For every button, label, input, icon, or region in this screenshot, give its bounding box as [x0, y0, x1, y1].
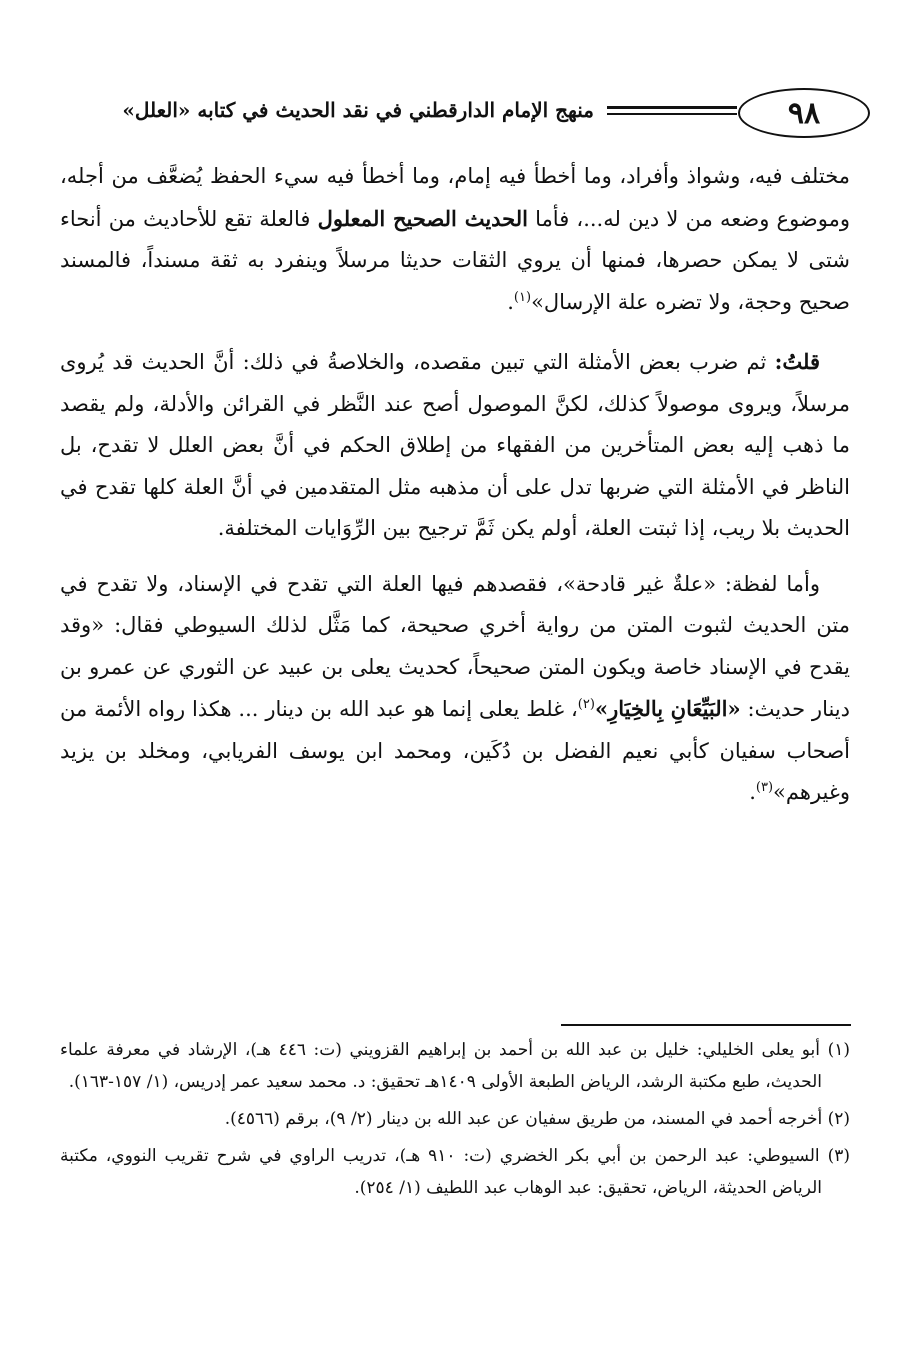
paragraph-3-text-b: ، غلط يعلى إنما هو عبد الله بن دينار ... هكذا رواه الأئمة من أصحاب سفيان كأبي نعيم الفضل بن دُكَين، ومحمد ابن يوسف الفريابي، ومخلد بن يزيد وغيرهم» — [60, 697, 850, 804]
header-double-rule — [607, 106, 737, 118]
footnote-ref-3[interactable]: (٣) — [755, 780, 774, 795]
footnote-1: (١) أبو يعلى الخليلي: خليل بن عبد الله بن أحمد بن إبراهيم القزويني (ت: ٤٤٦ هـ)، الإرشاد في معرفة علماء الحديث، طبع مكتبة الرشد، الرياض الطبعة الأولى ١٤٠٩هـ تحقيق: د. محمد سعيد عمر إدريس، (١/ ١٥٧-١٦٣). — [60, 1040, 850, 1092]
footnote-separator — [561, 1024, 851, 1026]
paragraph-2-lead: قلتُ: — [774, 349, 820, 374]
page-number: ٩٨ — [738, 88, 870, 138]
paragraph-2-text: ثم ضرب بعض الأمثلة التي تبين مقصده، والخلاصةُ في ذلك: أنَّ الحديث قد يُروى مرسلاً، ويروى موصولاً كذلك، لكنَّ الموصول أصح عند النَّظر في القرائن والأدلة، ولم يقصد ما ذهب إليه بعض المتأخرين من الفقهاء من إطلاق الحكم في أنَّ بعض العلل لا تقدح، بل الناظر في الأمثلة التي ضربها تدل على أن مذهبه مثل المتقدمين في أنَّ العلة كلها تقدح في الحديث بلا ريب، إذا ثبتت العلة، أولم يكن ثَمَّ ترجيح بين الرِّوَايات المختلفة. — [60, 350, 850, 540]
paragraph-2 — [60, 341, 850, 550]
paragraph-3-text-a: وأما لفظة: «علةٌ غير قادحة»، فقصدهم فيها العلة التي تقدح في الإسناد، ولا تقدح في متن الحديث لثبوت المتن من رواية أخري صحيحة، كما مَثَّل لذلك السيوطي فقال: «وقد يقدح في الإسناد خاصة ويكون المتن صحيحاً، كحديث يعلى بن عبيد عن الثوري عن عمرو بن دينار حديث: — [60, 571, 851, 721]
paragraph-1-text-c: . — [507, 289, 514, 314]
paragraph-1-text-a: مختلف فيه، وشواذ وأفراد، وما أخطأ فيه إمام، وما أخطأ فيه سيء الحفظ يُضعَّف من أجله، وموضوع وضعه من لا دين له...، فأما — [60, 164, 850, 231]
paragraph-3 — [60, 564, 850, 814]
paragraph-3-bold-hadith: «البَيِّعَانِ بِالخِيَارِ» — [594, 696, 741, 721]
paragraph-3-text-c: . — [749, 780, 756, 804]
page-header — [40, 88, 870, 138]
footnote-ref-1[interactable]: (١) — [513, 289, 532, 305]
footnotes — [60, 1034, 850, 1209]
footnote-2: (٢) أخرجه أحمد في المسند، من طريق سفيان عن عبد الله بن دينار (٢/ ٩)، برقم (٤٥٦٦). — [224, 1109, 850, 1129]
paragraph-1 — [60, 156, 850, 323]
paragraph-1-bold-term: الحديث الصحيح المعلول — [317, 205, 528, 231]
header-rule-line — [607, 113, 737, 116]
main-text — [60, 156, 850, 814]
footnote-3: (٣) السيوطي: عبد الرحمن بن أبي بكر الخضري (ت: ٩١٠ هـ)، تدريب الراوي في شرح تقريب النووي، مكتبة الرياض الحديثة، الرياض، تحقيق: عبد الوهاب عبد اللطيف (١/ ٢٥٤). — [60, 1146, 850, 1198]
header-rule-line — [607, 106, 737, 109]
paragraph-1-text-b: فالعلة تقع للأحاديث من أنحاء شتى لا يمكن حصرها، فمنها أن يروي الثقات حديثا مرسلاً وينفرد به ثقة مسنداً، فالمسند صحيح وحجة، ولا تضره علة الإرسال» — [60, 206, 850, 314]
running-title: منهج الإمام الدارقطني في نقد الحديث في كتابه «العلل» — [122, 98, 594, 122]
footnote-ref-2[interactable]: (٢) — [577, 697, 595, 712]
